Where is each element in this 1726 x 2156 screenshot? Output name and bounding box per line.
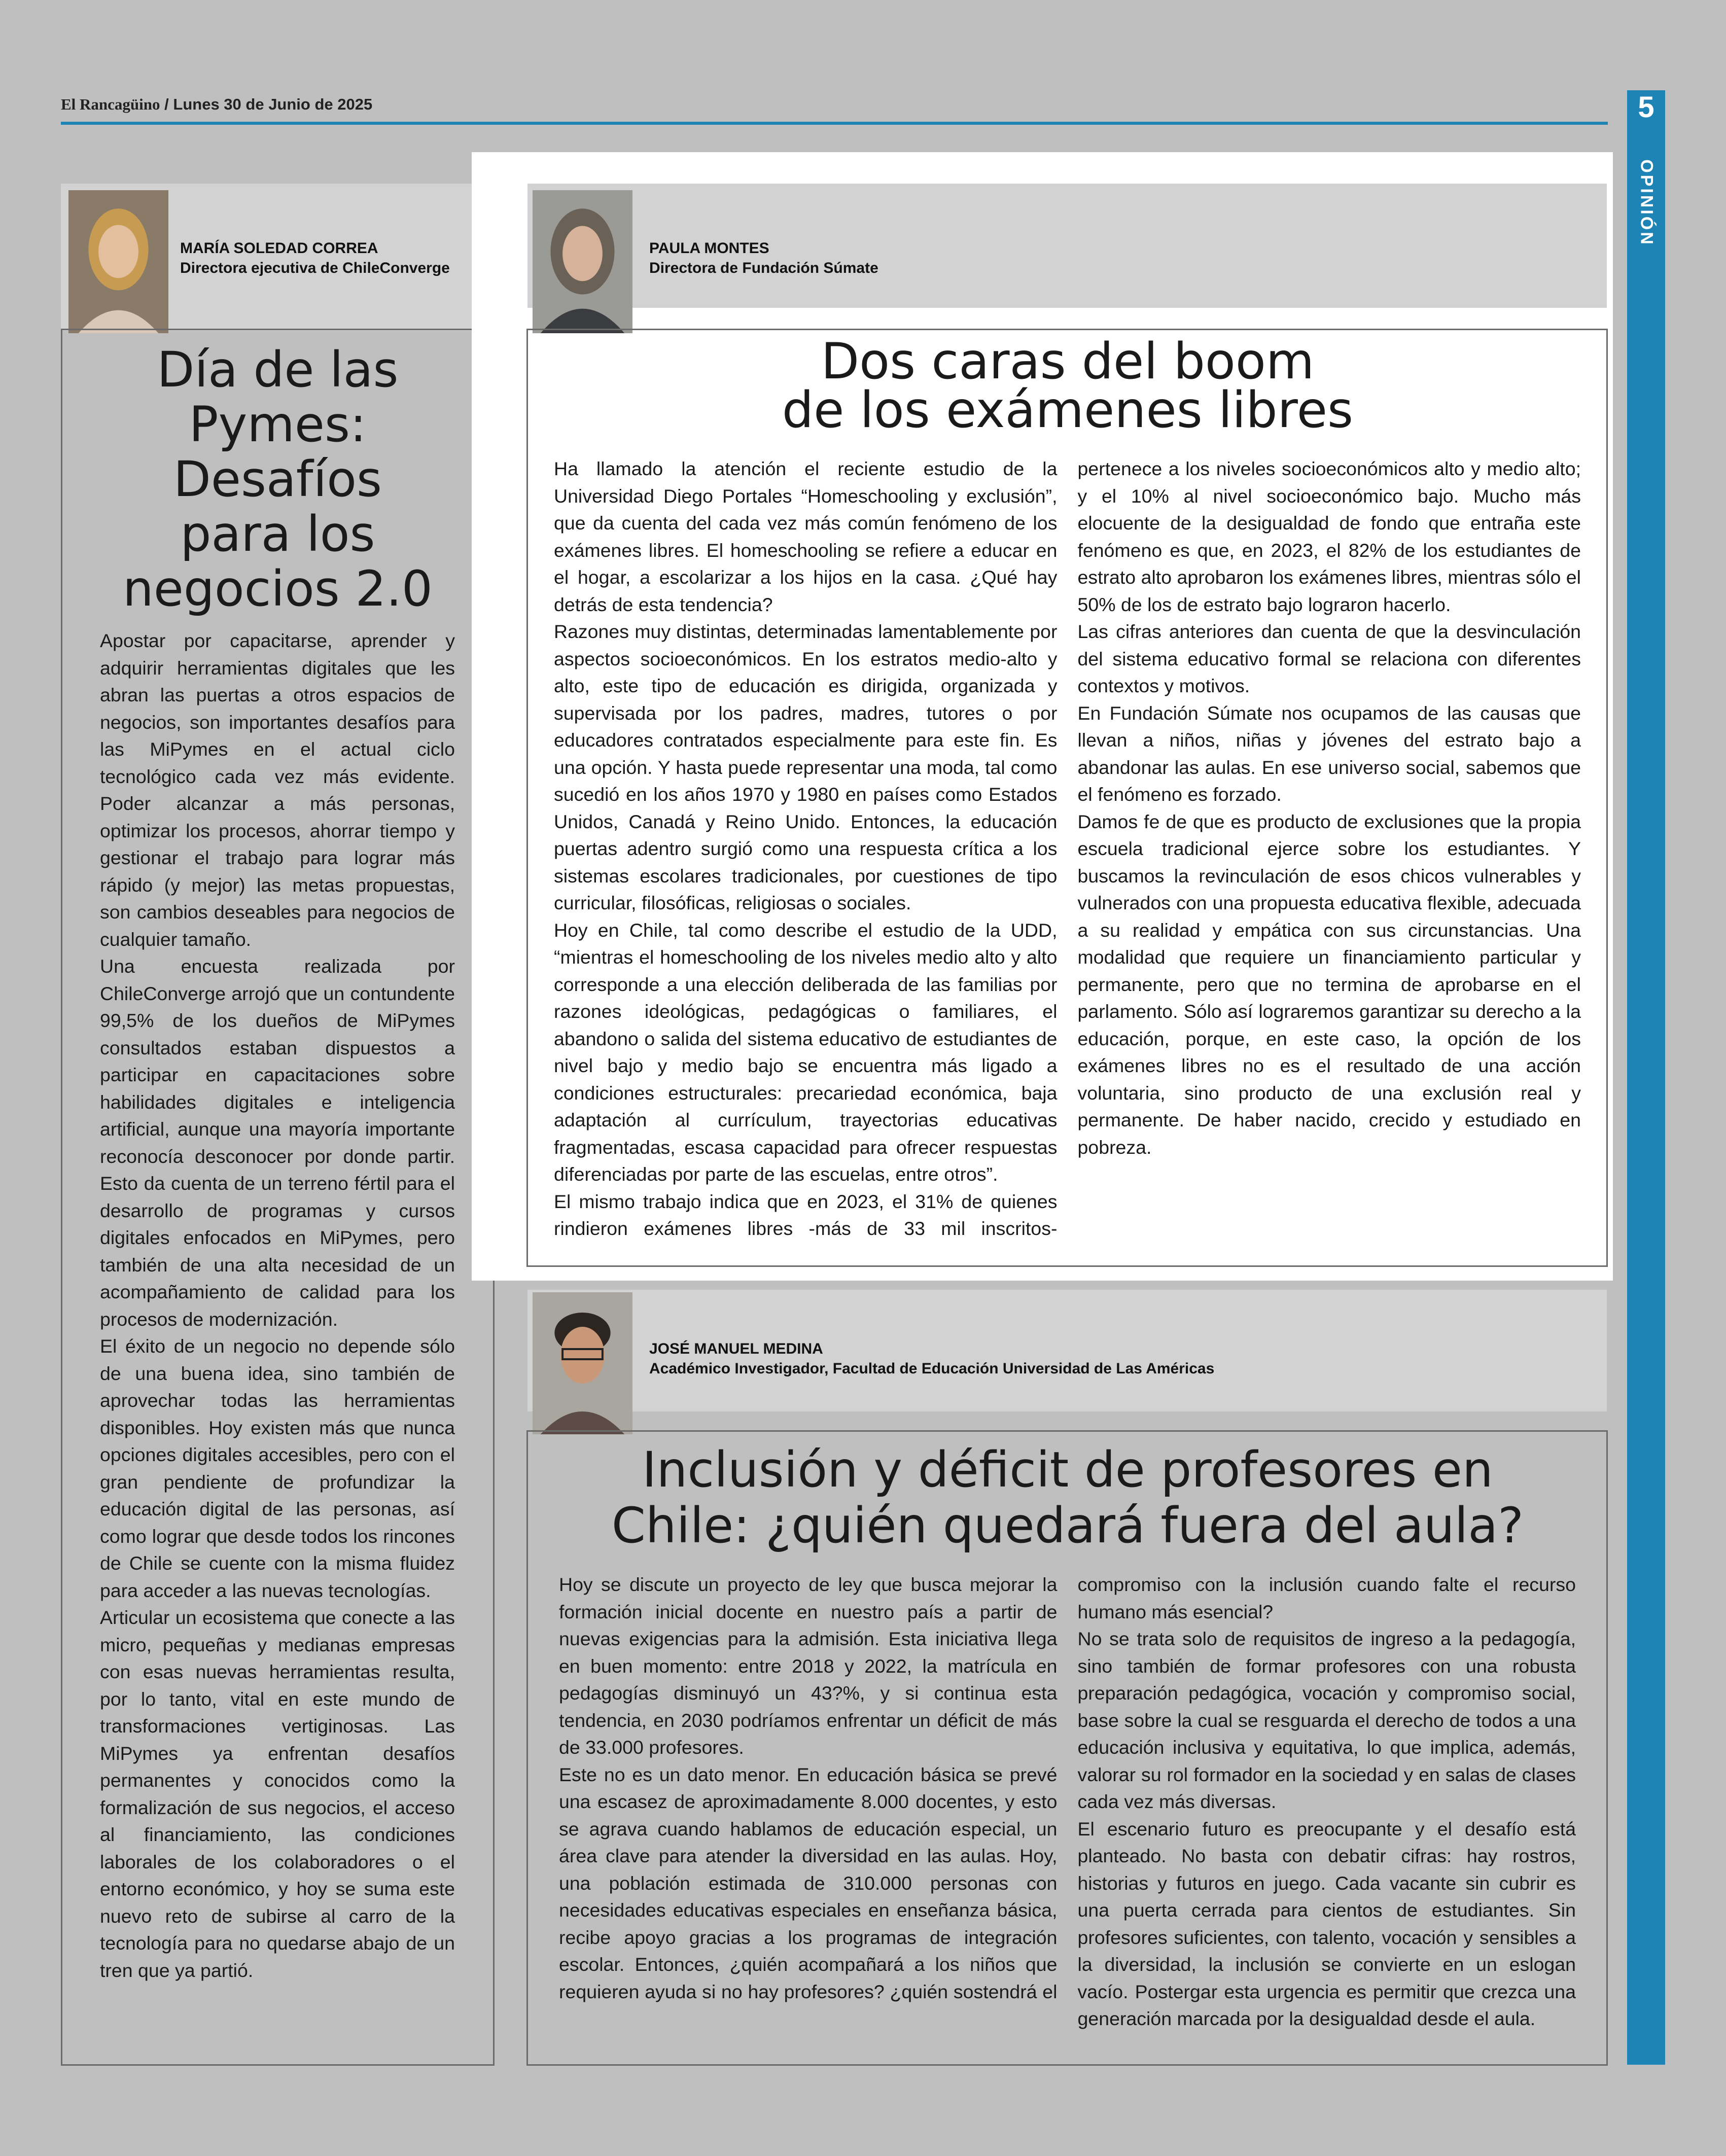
portrait-icon [533,190,632,333]
author-role: Directora de Fundación Súmate [649,260,878,276]
article-body-pymes [100,627,455,2047]
paragraph: Apostar por capacitarse, aprender y adquirir herramientas digitales que les abran las puertas a otros espacios de negocios, son importantes desafíos para las MiPymes en el actual ciclo tecnológico cada vez más evidente. Poder alcanzar a más personas, optimizar los procesos, ahorrar tiempo y gestionar el trabajo para lograr más rápido (y mejor) las metas propuestas, son cambios deseables para negocios de cualquier tamaño. [100,630,455,950]
masthead-separator: / [164,95,169,113]
title-line: Inclusión y déficit de profesores en [642,1441,1493,1498]
section-label [1627,147,1665,259]
author-name: JOSÉ MANUEL MEDINA [649,1340,823,1357]
title-line: Pymes: [189,396,367,453]
author-credit-medina [649,1339,1588,1379]
paragraph: El éxito de un negocio no depende sólo de una buena idea, sino también de aprovechar todas las herramientas disponibles. Hoy existen más que nunca opciones digitales accesibles, pero con el gran pendiente de profundizar la educación digital de las personas, así como lograr que desde todos los rincones de Chile se cuente con la misma fluidez para acceder a las nuevas tecnologías. [100,1335,455,1601]
paragraph: Ha llamado la atención el reciente estudio de la Universidad Diego Portales “Homeschooling y exclusión”, que da cuenta del cada vez más común fenómeno de los exámenes libres. El homeschooling se refiere a educar en el hogar, a escolarizar a los hijos en la casa. ¿Qué hay detrás de esta tendencia? [554,458,1058,615]
masthead-rule [61,122,1608,125]
section-label-text: OPINIÓN [1637,159,1656,246]
author-name: MARÍA SOLEDAD CORREA [180,240,378,257]
paragraph: Hoy se discute un proyecto de ley que busca mejorar la formación inicial docente en nuestro país a partir de nuevas exigencias para la admisión. Esta iniciativa llega en buen momento: entre 2018 y 2022, la matrícula en pedagogías disminuyó un 43?%, y si continua esta tendencia, en 2030 podríamos enfrentar un déficit de más de 33.000 profesores. [559,1574,1058,1758]
paragraph: Hoy en Chile, tal como describe el estudio de la UDD, “mientras el homeschooling de los niveles medio alto y alto corresponde a una elección deliberada de las familias por razones ideológicas, pedagógicas o familiares, el abandono o salida del sistema educativo de estudiantes de nivel bajo y medio bajo se encuentra más ligado a condiciones estructurales: precariedad económica, baja adaptación al currículum, trayectorias educativas fragmentadas, escasa capacidad para ofrecer respuestas diferenciadas por parte de las escuelas, entre otros”. [554,919,1058,1185]
article-title-pymes [71,342,484,616]
masthead [61,95,1613,126]
portrait-icon [68,190,168,333]
paragraph: Las cifras anteriores dan cuenta de que la desvinculación del sistema educativo formal se relaciona con diferentes contextos y motivos. [1077,621,1581,696]
title-line: de los exámenes libres [782,381,1354,439]
author-photo-montes [533,190,632,333]
paragraph: En Fundación Súmate nos ocupamos de las causas que llevan a niños, niñas y jóvenes del estrato bajo a abandonar las aulas. En ese universo social, sabemos que el fenómeno es forzado. [1077,702,1581,805]
author-credit-correa [180,238,484,278]
author-credit-montes [649,238,1562,278]
section-sidebar [1627,90,1665,2065]
paragraph: No se trata solo de requisitos de ingreso a la pedagogía, sino también de formar profesores con una robusta preparación pedagógica, vocación y compromiso social, base sobre la cual se resguarda el derecho de todos a una educación inclusiva y equitativa, lo que implica, además, valorar su rol formador en la sociedad y en salas de clases cada vez más diversas. [1077,1628,1576,1812]
paragraph: Razones muy distintas, determinadas lamentablemente por aspectos socioeconómicos. En los estratos medio-alto y alto, este tipo de educación es dirigida, organizada y supervisada por los padres, madres, tutores o por educadores contratados especialmente para este fin. Es una opción. Y hasta puede representar una moda, tal como sucedió en los años 1970 y 1980 en países como Estados Unidos, Canadá y Reino Unido. Entonces, la educación puertas adentro surgió como una respuesta crítica a los sistemas escolares tradicionales, por cuestiones de tipo curricular, filosóficas, religiosas o sociales. [554,621,1058,913]
title-line: para los [180,506,375,562]
paragraph: El escenario futuro es preocupante y el desafío está planteado. No basta con debatir cifras: hay rostros, historias y futuros en juego. Cada vacante sin cubrir es una puerta cerrada para cientos de estudiantes. Sin profesores suficientes, con talento, vocación y sensibles a la diversidad, la inclusión se convierte en un eslogan vacío. Postergar esta urgencia es permitir que crezca una generación marcada por la desigualdad desde el aula. [1077,1818,1576,2029]
author-photo-correa [68,190,168,333]
author-name: PAULA MONTES [649,240,769,257]
title-line: Desafíos [173,451,382,508]
title-line: Dos caras del boom [821,333,1315,391]
article-title-examenes [538,333,1598,439]
title-line: Día de las [157,341,399,398]
paragraph: El mismo trabajo indica que en 2023, el 31% de quienes rindieron exámenes libres -más de 33 mil inscritos- pertenece a los niveles socioeconómicos alto y medio alto; y el 10% al nivel socioeconómico bajo. Mucho más elocuente de la desigualdad de fondo que entraña este fenómeno es que, en 2023, el 82% de los estudiantes de estrato alto aprobaron los exámenes libres, mientras sólo el 50% de los de estrato bajo lograron hacerlo. [554,458,1581,1239]
author-role: Académico Investigador, Facultad de Educación Universidad de Las Américas [649,1360,1215,1377]
title-line: Chile: ¿quién quedará fuera del aula? [611,1497,1524,1554]
author-photo-medina [533,1292,632,1434]
title-line: negocios 2.0 [123,560,433,617]
paragraph: Articular un ecosistema que conecte a las micro, pequeñas y medianas empresas con esas nuevas herramientas resulta, por lo tanto, vital en este mundo de transformaciones vertiginosas. Las MiPymes ya enfrentan desafíos permanentes y conocidos como la formalización de sus negocios, el acceso al financiamiento, las condiciones laborales de los colaboradores o el entorno económico, y hoy se suma este nuevo reto de subirse al carro de la tecnología para no quedarse abajo de un tren que ya partió. [100,1607,455,1981]
article-body-inclusion [559,1571,1576,2058]
page-number: 5 [1638,91,1654,124]
publication-date: Lunes 30 de Junio de 2025 [173,95,373,113]
author-role: Directora ejecutiva de ChileConverge [180,260,450,276]
paragraph: Una encuesta realizada por ChileConverge arrojó que un contundente 99,5% de los dueños de MiPymes consultados estaban dispuestos a participar en capacitaciones sobre habilidades digitales e inteligencia artificial, aunque una mayoría importante reconocía desconocer por donde partir. Esto da cuenta de un terreno fértil para el desarrollo de programas y cursos digitales enfocados en MiPymes, pero también de una alta necesidad de un acompañamiento de calidad para los procesos de modernización. [100,956,455,1330]
portrait-icon [533,1292,632,1434]
article-body-examenes [554,455,1581,1247]
paragraph: Damos fe de que es producto de exclusiones que la propia escuela tradicional ejerce sobre los estudiantes. Y buscamos la revinculación de esos chicos vulnerables y vulnerados con una propuesta educativa flexible, adecuada a su realidad y empática con sus circunstancias. Una modalidad que requiere un financiamiento particular y permanente, pero que no termina de aprobarse en el parlamento. Sólo así lograremos garantizar su derecho a la educación, porque, en este caso, la opción de los exámenes libres no es el resultado de una acción voluntaria, sino producto de una exclusión real y permanente. De haber nacido, crecido y estudiado en pobreza. [1077,810,1581,1158]
article-title-inclusion [538,1442,1598,1553]
paragraph: Este no es un dato menor. En educación básica se prevé una escasez de aproximadamente 8.000 docentes, y esto se agrava cuando hablamos de educación especial, un área clave para atender la diversidad en las aulas. Hoy, una población estimada de 310.000 personas con necesidades educativas especiales en enseñanza básica, recibe apoyo gracias a los programas de integración escolar. Entonces, ¿quién acompañará a los niños que requieren ayuda si no hay profesores? ¿quién sostendrá el compromiso con la inclusión cuando falte el recurso humano más esencial? [559,1574,1576,2002]
publication-name: El Rancagüino [61,95,160,113]
